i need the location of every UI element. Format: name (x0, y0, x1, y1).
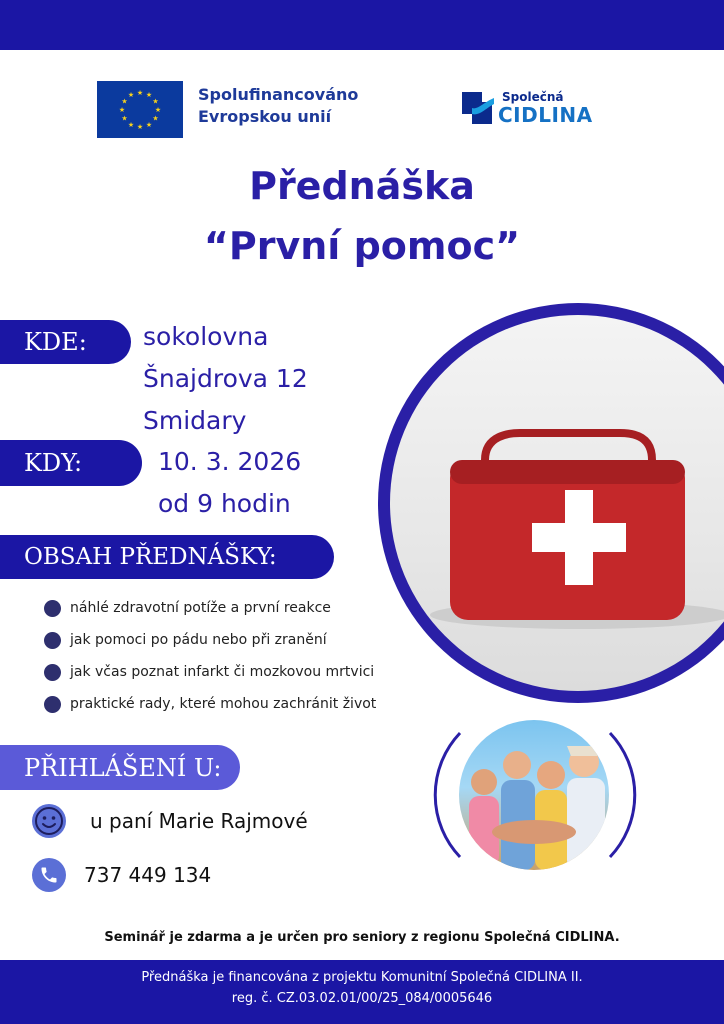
list-item (44, 592, 376, 624)
logo-top-text: Společná (502, 90, 564, 104)
list-item (44, 656, 376, 688)
place-line-2: Šnajdrova 12 (143, 364, 308, 393)
smiley-icon (32, 804, 66, 838)
eu-line-2: Evropskou unií (198, 107, 332, 126)
svg-text:★: ★ (145, 121, 153, 129)
place-text (143, 316, 308, 442)
bullet-icon (44, 600, 61, 617)
title-line-2: “První pomoc” (203, 224, 521, 268)
topic-text: náhlé zdravotní potíže a první reakce (70, 600, 331, 616)
top-bar (0, 0, 724, 50)
topics-list (44, 592, 376, 720)
time-text (158, 441, 301, 525)
contact-name-text: u paní Marie Rajmové (90, 809, 308, 833)
eu-line-1: Spolufinancováno (198, 85, 359, 104)
phone-icon (32, 858, 66, 892)
phone-number-text: 737 449 134 (84, 863, 212, 887)
free-seminar-note: Seminář je zdarma a je určen pro seniory z regionu Společná CIDLINA. (104, 930, 620, 945)
list-item (44, 624, 376, 656)
hour-line: od 9 hodin (158, 489, 291, 518)
seniors-group-photo (459, 720, 609, 870)
bullet-icon (44, 632, 61, 649)
contact-person (32, 804, 308, 838)
svg-text:★: ★ (121, 97, 128, 106)
svg-text:★: ★ (121, 114, 128, 123)
svg-text:★: ★ (127, 121, 135, 129)
when-label: KDY: (0, 440, 142, 486)
bullet-icon (44, 696, 61, 713)
svg-text:★: ★ (118, 106, 126, 114)
topic-text: jak včas poznat infarkt či mozkovou mrtvici (70, 664, 375, 680)
svg-text:★: ★ (127, 91, 135, 99)
contact-phone (32, 858, 211, 892)
svg-text:★: ★ (154, 106, 162, 114)
spolecna-cidlina-logo (458, 88, 608, 128)
where-label: KDE: (0, 320, 131, 364)
eu-flag-icon (97, 81, 183, 138)
svg-text:★: ★ (136, 89, 144, 97)
footer-line-2: reg. č. CZ.03.02.01/00/25_084/0005646 (231, 991, 493, 1006)
svg-text:★: ★ (136, 123, 144, 131)
place-line-3: Smidary (143, 406, 247, 435)
svg-text:★: ★ (152, 114, 159, 123)
date-line: 10. 3. 2026 (158, 447, 302, 476)
title-line-1: Přednáška (249, 164, 475, 208)
bullet-icon (44, 664, 61, 681)
svg-text:★: ★ (152, 97, 159, 106)
list-item (44, 688, 376, 720)
registration-label: PŘIHLÁŠENÍ U: (0, 745, 240, 790)
cidlina-logo-icon (458, 88, 498, 128)
topic-text: jak pomoci po pádu nebo při zranění (70, 632, 327, 648)
topic-text: praktické rady, které mohou zachránit život (70, 696, 377, 712)
place-line-1: sokolovna (143, 322, 269, 351)
content-label: OBSAH PŘEDNÁŠKY: (0, 535, 334, 579)
footer-line-1: Přednáška je financována z projektu Komunitní Společná CIDLINA II. (141, 970, 583, 985)
eu-cofinanced-text (198, 84, 358, 128)
footer-bar (0, 960, 724, 1024)
svg-text:★: ★ (145, 91, 153, 99)
logo-main-text: CIDLINA (498, 103, 593, 127)
